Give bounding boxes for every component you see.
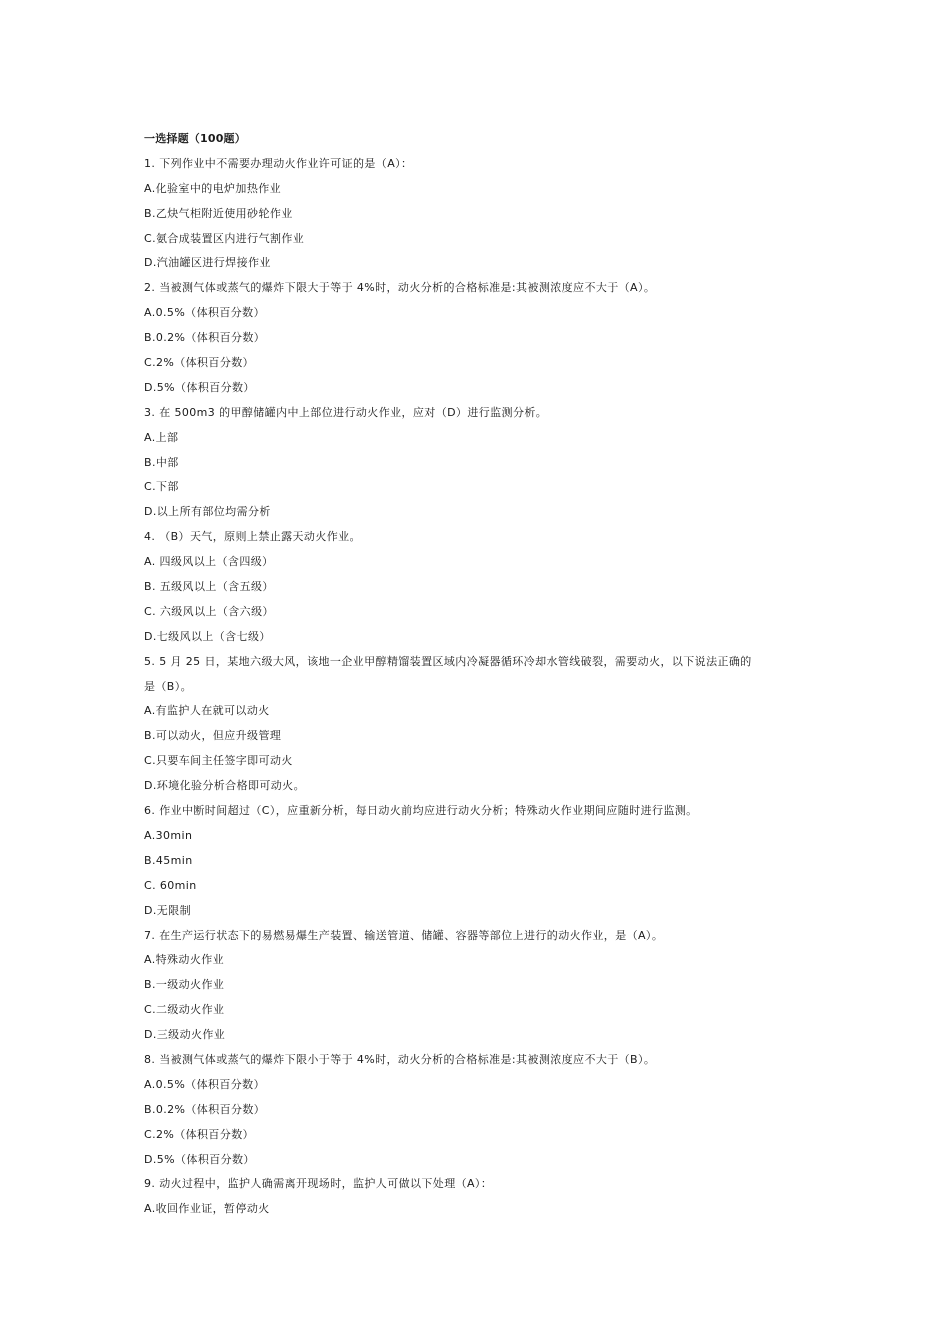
option-a: A. 四级风以上（含四级）	[144, 555, 274, 569]
question-8	[144, 1048, 814, 1172]
option-a: A.化验室中的电炉加热作业	[144, 181, 282, 195]
question-stem: 7. 在生产运行状态下的易燃易爆生产装置、输送管道、储罐、容器等部位上进行的动火作业，是（A）。	[144, 928, 664, 942]
question-stem: 9. 动火过程中，监护人确需离开现场时，监护人可做以下处理（A）：	[144, 1177, 493, 1191]
option-b: B.可以动火，但应升级管理	[144, 729, 282, 743]
option-a: A.有监护人在就可以动火	[144, 704, 270, 718]
option-d: D.5%（体积百分数）	[144, 1152, 255, 1166]
question-9	[144, 1172, 814, 1222]
question-6	[144, 799, 814, 923]
option-b: B.0.2%（体积百分数）	[144, 331, 266, 345]
document-body	[144, 127, 814, 1222]
question-stem: 3. 在 500m3 的甲醇储罐内中上部位进行动火作业，应对（D）进行监测分析。	[144, 405, 548, 419]
option-d: D.无限制	[144, 903, 191, 917]
option-b: B.乙炔气柜附近使用砂轮作业	[144, 206, 293, 220]
option-b: B.一级动火作业	[144, 978, 225, 992]
section-title: 一选择题（100题）	[144, 132, 246, 145]
option-d: D.三级动火作业	[144, 1028, 226, 1042]
question-stem: 6. 作业中断时间超过（C），应重新分析，每日动火前均应进行动火分析；特殊动火作业期间应随时进行监测。	[144, 804, 698, 818]
option-b: B.45min	[144, 853, 193, 867]
question-stem-line-2: 是（B）。	[144, 679, 193, 693]
option-c: C. 60min	[144, 878, 197, 892]
option-d: D.环境化验分析合格即可动火。	[144, 779, 305, 793]
option-c: C.只要车间主任签字即可动火	[144, 754, 293, 768]
option-b: B.0.2%（体积百分数）	[144, 1102, 266, 1116]
question-5	[144, 650, 814, 799]
option-c: C.2%（体积百分数）	[144, 1127, 255, 1141]
option-c: C.下部	[144, 480, 179, 494]
option-d: D.以上所有部位均需分析	[144, 505, 271, 519]
question-stem-line-1: 5. 5 月 25 日，某地六级大风，该地一企业甲醇精馏装置区域内冷凝器循环冷却水管线破裂，需要动火，以下说法正确的	[144, 654, 752, 668]
question-7	[144, 924, 814, 1048]
option-b: B.中部	[144, 455, 179, 469]
option-a: A.收回作业证，暂停动火	[144, 1202, 270, 1216]
option-a: A.0.5%（体积百分数）	[144, 306, 265, 320]
question-3	[144, 401, 814, 525]
option-c: C.氨合成装置区内进行气割作业	[144, 231, 305, 245]
question-4	[144, 525, 814, 649]
question-stem: 2. 当被测气体或蒸气的爆炸下限大于等于 4%时，动火分析的合格标准是:其被测浓度应不大于（A）。	[144, 281, 656, 295]
option-c: C.二级动火作业	[144, 1003, 225, 1017]
option-a: A.0.5%（体积百分数）	[144, 1077, 265, 1091]
option-d: D.七级风以上（含七级）	[144, 629, 271, 643]
question-stem: 4. （B）天气，原则上禁止露天动火作业。	[144, 530, 361, 544]
option-d: D.5%（体积百分数）	[144, 380, 255, 394]
option-d: D.汽油罐区进行焊接作业	[144, 256, 271, 270]
option-c: C.2%（体积百分数）	[144, 356, 255, 370]
option-b: B. 五级风以上（含五级）	[144, 580, 274, 594]
option-c: C. 六级风以上（含六级）	[144, 604, 274, 618]
question-stem: 8. 当被测气体或蒸气的爆炸下限小于等于 4%时，动火分析的合格标准是:其被测浓度应不大于（B）。	[144, 1052, 656, 1066]
question-1	[144, 152, 814, 276]
option-a: A.30min	[144, 828, 193, 842]
option-a: A.上部	[144, 430, 179, 444]
question-stem: 1. 下列作业中不需要办理动火作业许可证的是（A）：	[144, 156, 413, 170]
option-a: A.特殊动火作业	[144, 953, 225, 967]
question-2	[144, 276, 814, 400]
